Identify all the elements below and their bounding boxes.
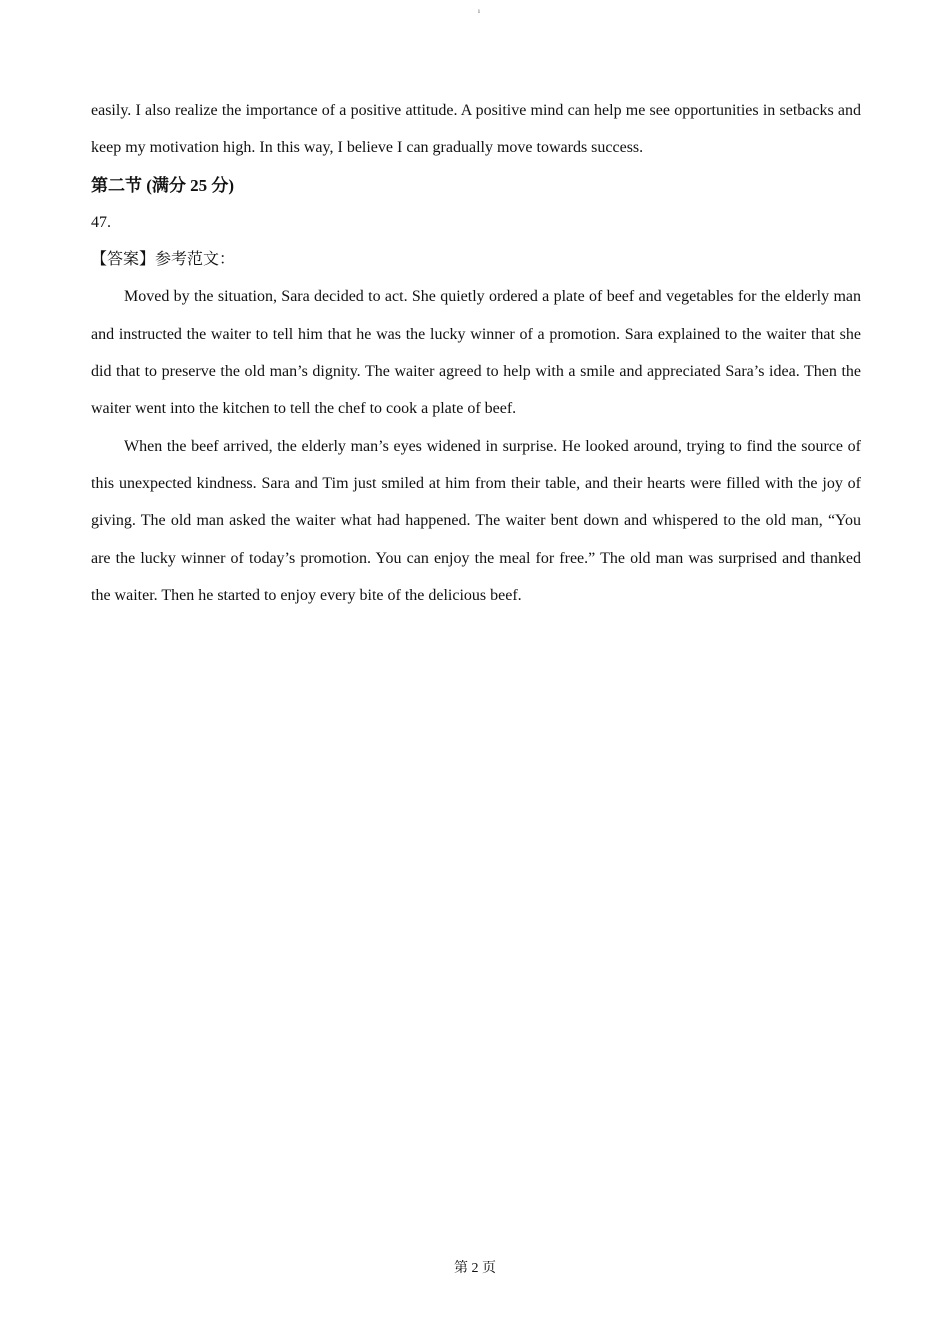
answer-paragraph-1: Moved by the situation, Sara decided to act. She quietly ordered a plate of beef and vegetables for the elderly man and instructed the waiter to tell him that he was the lucky winner of a promotion. Sara explained to the waiter that she did that to preserve the old man’s dignity. The waiter agreed to help with a smile and appreciated Sara’s idea. Then the waiter went into the kitchen to tell the chef to cook a plate of beef. [91, 288, 861, 418]
section-heading: 第二节 (满分 25 分) [91, 175, 235, 195]
document-body [91, 92, 861, 614]
answer-label: 【答案】参考范文： [91, 251, 236, 269]
page-number: 第 2 页 [454, 1261, 496, 1276]
header-mark: ı [478, 7, 480, 15]
question-number: 47. [91, 213, 111, 231]
answer-paragraph-2: When the beef arrived, the elderly man’s eyes widened in surprise. He looked around, trying to find the source of this unexpected kindness. Sara and Tim just smiled at him from their table, and their hearts were filled with the joy of giving. The old man asked the waiter what had happened. The waiter bent down and whispered to the old man, “You are the lucky winner of today’s promotion. You can enjoy the meal for free.” The old man was surprised and thanked the waiter. Then he started to enjoy every bite of the delicious beef. [91, 437, 861, 604]
continuation-paragraph: easily. I also realize the importance of a positive attitude. A positive mind can help me see opportunities in setbacks and keep my motivation high. In this way, I believe I can gradually move towards success. [91, 102, 861, 157]
